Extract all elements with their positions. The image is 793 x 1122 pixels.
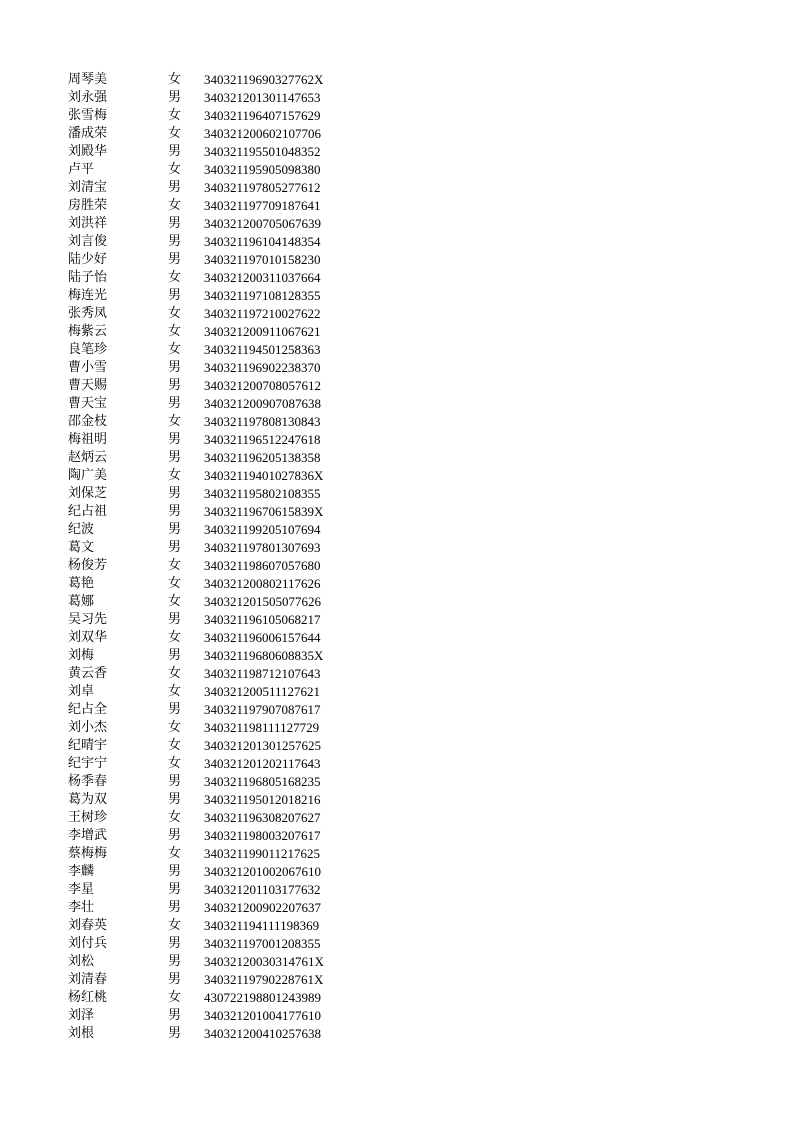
person-gender: 女 (168, 990, 182, 1005)
person-id-number: 340321200911067621 (204, 324, 321, 339)
person-gender: 男 (168, 648, 182, 663)
person-gender: 男 (168, 1008, 182, 1023)
person-id-number: 340321197010158230 (204, 252, 321, 267)
person-gender: 男 (168, 234, 182, 249)
person-name: 纪晴宇 (68, 738, 108, 753)
list-item (68, 287, 358, 305)
person-name: 周琴美 (68, 72, 108, 87)
person-id-number: 340321201103177632 (204, 882, 321, 897)
person-name: 李星 (68, 882, 95, 897)
person-id-number: 340321195802108355 (204, 486, 321, 501)
person-id-number: 340321194111198369 (204, 918, 320, 933)
person-gender: 女 (168, 324, 182, 339)
person-name: 刘清春 (68, 972, 108, 987)
list-item (68, 1025, 358, 1043)
list-item (68, 125, 358, 143)
person-name: 梅紫云 (68, 324, 108, 339)
list-item (68, 845, 358, 863)
person-gender: 男 (168, 882, 182, 897)
list-item (68, 161, 358, 179)
person-name: 刘双华 (68, 630, 108, 645)
person-id-number: 34032119670615839X (204, 504, 324, 519)
person-name: 刘保芝 (68, 486, 108, 501)
person-name: 邵金枝 (68, 414, 108, 429)
person-name: 刘言俊 (68, 234, 108, 249)
person-gender: 女 (168, 684, 182, 699)
person-id-number: 340321198111127729 (204, 720, 320, 735)
list-item (68, 107, 358, 125)
person-gender: 男 (168, 450, 182, 465)
list-item (68, 935, 358, 953)
person-gender: 男 (168, 972, 182, 987)
list-item (68, 413, 358, 431)
list-item (68, 953, 358, 971)
list-item (68, 773, 358, 791)
person-gender: 男 (168, 252, 182, 267)
list-item (68, 251, 358, 269)
list-item (68, 71, 358, 89)
person-id-number: 340321196512247618 (204, 432, 321, 447)
person-id-number: 34032119790228761X (204, 972, 324, 987)
person-id-number: 340321195012018216 (204, 792, 321, 807)
list-item (68, 305, 358, 323)
person-id-number: 340321197709187641 (204, 198, 321, 213)
person-id-number: 34032119680608835X (204, 648, 324, 663)
person-name: 赵炳云 (68, 450, 108, 465)
person-name: 曹天赐 (68, 378, 108, 393)
list-item (68, 503, 358, 521)
person-gender: 女 (168, 468, 182, 483)
list-item (68, 269, 358, 287)
person-gender: 男 (168, 828, 182, 843)
person-gender: 男 (168, 180, 182, 195)
person-id-number: 340321200907087638 (204, 396, 321, 411)
person-name: 刘春英 (68, 918, 108, 933)
person-id-number: 340321200311037664 (204, 270, 321, 285)
person-gender: 男 (168, 288, 182, 303)
person-gender: 女 (168, 738, 182, 753)
person-name: 李壮 (68, 900, 95, 915)
person-gender: 女 (168, 558, 182, 573)
list-item (68, 665, 358, 683)
person-name: 张秀凤 (68, 306, 108, 321)
person-id-number: 340321200708057612 (204, 378, 321, 393)
person-gender: 女 (168, 720, 182, 735)
person-gender: 女 (168, 162, 182, 177)
person-id-number: 340321197805277612 (204, 180, 321, 195)
person-id-number: 340321200705067639 (204, 216, 321, 231)
person-gender: 女 (168, 666, 182, 681)
person-id-number: 340321197108128355 (204, 288, 321, 303)
person-gender: 男 (168, 396, 182, 411)
person-gender: 男 (168, 864, 182, 879)
person-id-number: 340321200511127621 (204, 684, 321, 699)
person-id-number: 340321195501048352 (204, 144, 321, 159)
person-name: 刘梅 (68, 648, 95, 663)
list-item (68, 1007, 358, 1025)
person-gender: 女 (168, 342, 182, 357)
person-name: 李麟 (68, 864, 95, 879)
person-id-number: 340321199011217625 (204, 846, 321, 861)
person-name: 刘松 (68, 954, 95, 969)
person-id-number: 340321200902207637 (204, 900, 321, 915)
person-gender: 男 (168, 900, 182, 915)
person-gender: 男 (168, 612, 182, 627)
person-id-number: 340321201301147653 (204, 90, 321, 105)
person-name: 潘成荣 (68, 126, 108, 141)
person-id-number: 340321201505077626 (204, 594, 321, 609)
person-id-number: 34032119401027836X (204, 468, 324, 483)
person-gender: 女 (168, 306, 182, 321)
person-id-number: 340321196006157644 (204, 630, 321, 645)
person-gender: 女 (168, 108, 182, 123)
person-id-number: 340321201002067610 (204, 864, 321, 879)
list-item (68, 881, 358, 899)
person-id-number: 340321199205107694 (204, 522, 321, 537)
person-gender: 男 (168, 90, 182, 105)
person-name: 刘卓 (68, 684, 95, 699)
person-name: 杨俊芳 (68, 558, 108, 573)
person-id-number: 340321201202117643 (204, 756, 321, 771)
person-id-number: 340321197808130843 (204, 414, 321, 429)
person-gender: 女 (168, 594, 182, 609)
person-name: 纪波 (68, 522, 95, 537)
person-name: 纪占全 (68, 702, 108, 717)
person-id-number: 340321198607057680 (204, 558, 321, 573)
person-name: 梅祖明 (68, 432, 108, 447)
person-gender: 女 (168, 630, 182, 645)
person-name: 葛为双 (68, 792, 108, 807)
list-item (68, 629, 358, 647)
list-item (68, 431, 358, 449)
person-id-number: 340321200602107706 (204, 126, 321, 141)
list-item (68, 701, 358, 719)
person-gender: 男 (168, 702, 182, 717)
person-gender: 男 (168, 144, 182, 159)
list-item (68, 233, 358, 251)
person-gender: 女 (168, 918, 182, 933)
person-id-number: 340321197001208355 (204, 936, 321, 951)
person-name: 陆少好 (68, 252, 108, 267)
list-item (68, 449, 358, 467)
list-item (68, 989, 358, 1007)
person-id-number: 34032119690327762X (204, 72, 324, 87)
person-gender: 女 (168, 414, 182, 429)
person-gender: 女 (168, 198, 182, 213)
person-gender: 男 (168, 216, 182, 231)
person-gender: 男 (168, 486, 182, 501)
person-name: 吴习先 (68, 612, 108, 627)
person-name: 刘洪祥 (68, 216, 108, 231)
person-name: 纪占祖 (68, 504, 108, 519)
person-gender: 男 (168, 936, 182, 951)
person-id-number: 340321201301257625 (204, 738, 321, 753)
person-id-number: 340321196805168235 (204, 774, 321, 789)
list-item (68, 539, 358, 557)
person-gender: 女 (168, 810, 182, 825)
list-item (68, 323, 358, 341)
person-name: 葛文 (68, 540, 95, 555)
person-name: 刘清宝 (68, 180, 108, 195)
list-item (68, 143, 358, 161)
list-item (68, 89, 358, 107)
person-name: 葛娜 (68, 594, 95, 609)
list-item (68, 341, 358, 359)
person-id-number: 340321201004177610 (204, 1008, 321, 1023)
person-id-number: 340321197210027622 (204, 306, 321, 321)
list-item (68, 197, 358, 215)
person-gender: 女 (168, 756, 182, 771)
person-id-number: 34032120030314761X (204, 954, 324, 969)
person-gender: 男 (168, 522, 182, 537)
list-item (68, 917, 358, 935)
list-item (68, 647, 358, 665)
person-name: 曹小雪 (68, 360, 108, 375)
person-id-number: 340321197801307693 (204, 540, 321, 555)
list-item (68, 683, 358, 701)
list-item (68, 737, 358, 755)
person-id-number: 340321200410257638 (204, 1026, 321, 1041)
person-list (68, 71, 358, 1043)
list-item (68, 215, 358, 233)
person-name: 蔡梅梅 (68, 846, 108, 861)
person-id-number: 340321200802117626 (204, 576, 321, 591)
person-id-number: 430722198801243989 (204, 990, 321, 1005)
list-item (68, 485, 358, 503)
person-id-number: 340321197907087617 (204, 702, 321, 717)
person-name: 卢平 (68, 162, 95, 177)
person-gender: 男 (168, 774, 182, 789)
person-name: 刘小杰 (68, 720, 108, 735)
list-item (68, 593, 358, 611)
list-item (68, 791, 358, 809)
person-gender: 女 (168, 126, 182, 141)
list-item (68, 719, 358, 737)
person-name: 陶广美 (68, 468, 108, 483)
person-gender: 男 (168, 360, 182, 375)
list-item (68, 755, 358, 773)
person-name: 李增武 (68, 828, 108, 843)
person-id-number: 340321198003207617 (204, 828, 321, 843)
person-id-number: 340321194501258363 (204, 342, 321, 357)
person-gender: 女 (168, 72, 182, 87)
list-item (68, 899, 358, 917)
person-id-number: 340321195905098380 (204, 162, 321, 177)
person-name: 葛艳 (68, 576, 95, 591)
person-name: 纪宇宁 (68, 756, 108, 771)
person-gender: 男 (168, 1026, 182, 1041)
person-gender: 男 (168, 378, 182, 393)
person-id-number: 340321196205138358 (204, 450, 321, 465)
person-id-number: 340321196308207627 (204, 810, 321, 825)
person-name: 张雪梅 (68, 108, 108, 123)
list-item (68, 575, 358, 593)
person-id-number: 340321196407157629 (204, 108, 321, 123)
person-gender: 女 (168, 846, 182, 861)
person-name: 黄云香 (68, 666, 108, 681)
person-name: 刘殿华 (68, 144, 108, 159)
person-name: 曹天宝 (68, 396, 108, 411)
list-item (68, 611, 358, 629)
person-name: 刘泽 (68, 1008, 95, 1023)
person-id-number: 340321196104148354 (204, 234, 321, 249)
person-name: 房胜荣 (68, 198, 108, 213)
list-item (68, 395, 358, 413)
person-name: 刘根 (68, 1026, 95, 1041)
person-name: 杨红桃 (68, 990, 108, 1005)
list-item (68, 377, 358, 395)
person-gender: 男 (168, 792, 182, 807)
person-name: 杨季春 (68, 774, 108, 789)
person-gender: 男 (168, 540, 182, 555)
list-item (68, 863, 358, 881)
person-name: 陆子怡 (68, 270, 108, 285)
list-item (68, 557, 358, 575)
list-item (68, 971, 358, 989)
person-gender: 男 (168, 954, 182, 969)
person-name: 刘付兵 (68, 936, 108, 951)
list-item (68, 521, 358, 539)
person-gender: 女 (168, 576, 182, 591)
person-name: 良笔珍 (68, 342, 108, 357)
list-item (68, 467, 358, 485)
list-item (68, 827, 358, 845)
list-item (68, 809, 358, 827)
person-gender: 女 (168, 270, 182, 285)
person-id-number: 340321196105068217 (204, 612, 321, 627)
person-id-number: 340321198712107643 (204, 666, 321, 681)
list-item (68, 359, 358, 377)
person-name: 王树珍 (68, 810, 108, 825)
person-gender: 男 (168, 504, 182, 519)
person-id-number: 340321196902238370 (204, 360, 321, 375)
person-name: 梅连光 (68, 288, 108, 303)
person-gender: 男 (168, 432, 182, 447)
person-name: 刘永强 (68, 90, 108, 105)
list-item (68, 179, 358, 197)
